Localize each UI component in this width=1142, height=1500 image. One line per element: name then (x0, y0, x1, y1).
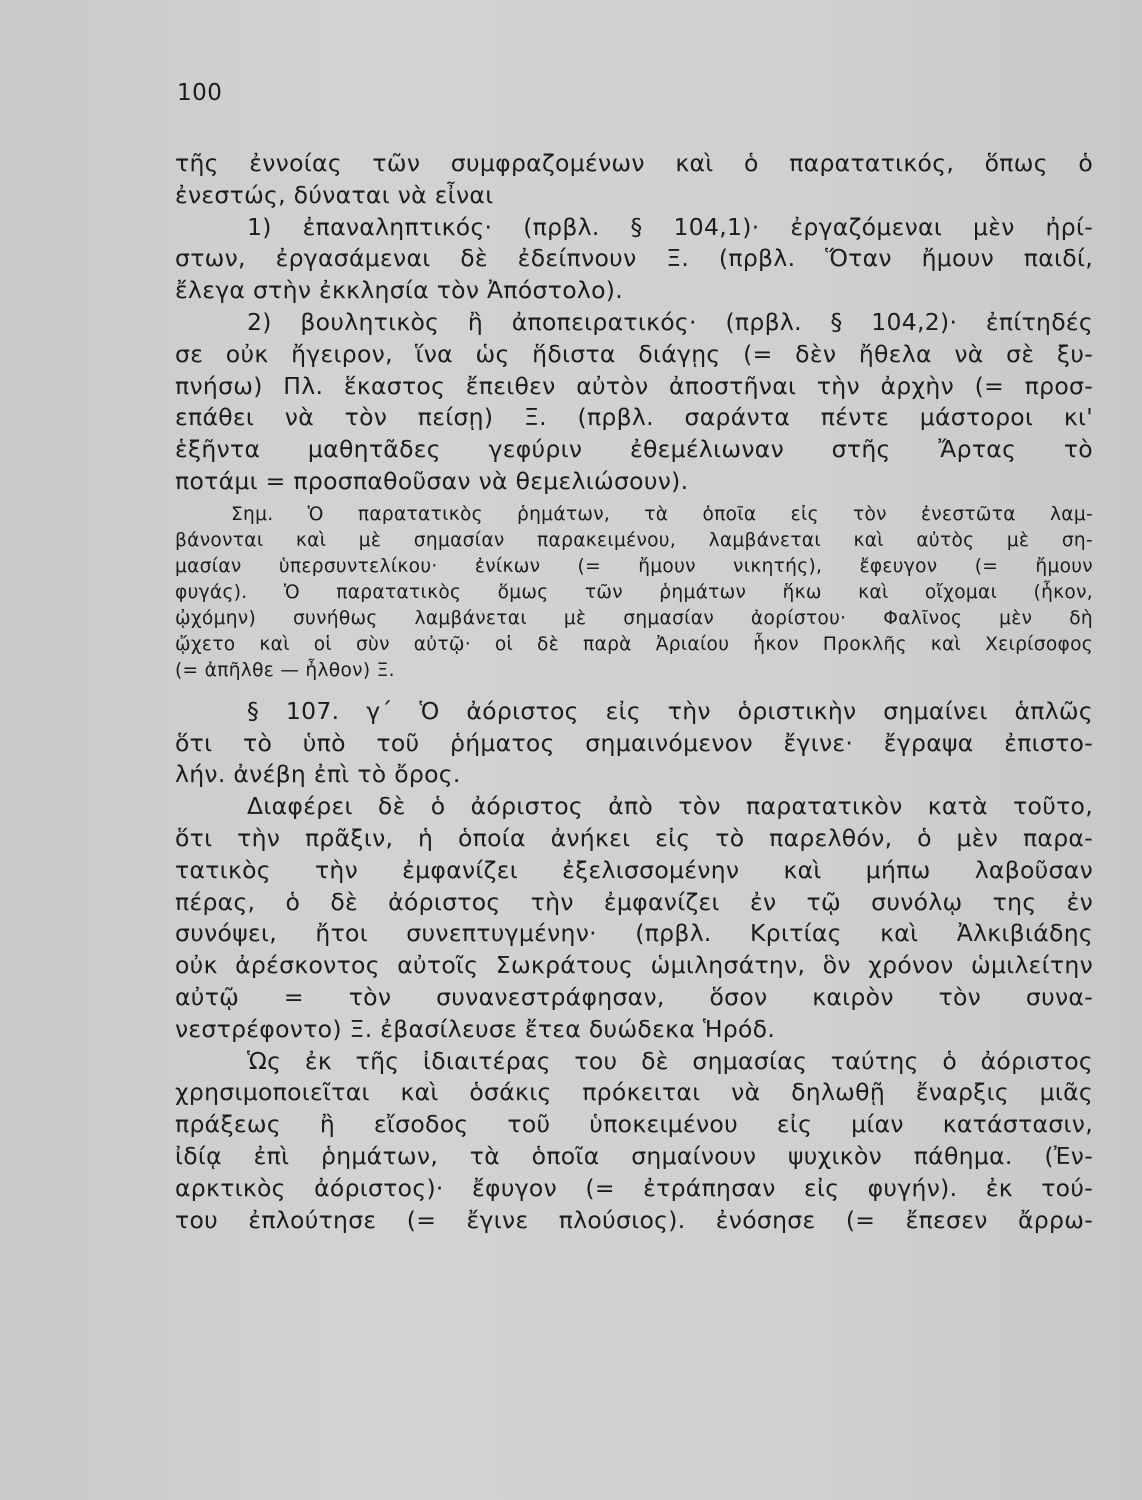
text-line: νεστρέφοντο) Ξ. ἐβασίλευσε ἔτεα δυώδεκα Ἡρόδ. (175, 1014, 776, 1043)
note-line: βάνονται καὶ μὲ σημασίαν παρακειμένου, λαμβάνεται καὶ αὐτὸς μὲ ση- (175, 529, 1093, 551)
page-number: 100 (177, 80, 223, 106)
paragraph-5 (175, 791, 1093, 1045)
text-line: τῆς ἐννοίας τῶν συμφραζομένων καὶ ὁ παρατατικός, ὅπως ὁ (175, 149, 1093, 177)
text-line: ποτάμι = προσπαθοῦσαν νὰ θεμελιώσουν). (175, 466, 689, 495)
text-line: λήν. ἀνέβη ἐπὶ τὸ ὄρος. (175, 760, 461, 789)
text-line: 1) ἐπαναληπτικός· (πρβλ. § 104,1)· ἐργαζόμεναι μὲν ἠρί- (247, 212, 1093, 241)
paragraph-3 (175, 307, 1093, 498)
text-line: ἑξῆντα μαθητᾶδες γεφύριν ἐθεμέλιωναν στῆς Ἄρτας τὸ (175, 435, 1093, 464)
note-line: (= ἀπῆλθε — ἦλθον) Ξ. (175, 659, 395, 681)
note-block (175, 502, 1093, 684)
text-line: Διαφέρει δὲ ὁ ἀόριστος ἀπὸ τὸν παρατατικὸν κατὰ τοῦτο, (247, 792, 1093, 821)
text-line: οὐκ ἀρέσκοντος αὐτοῖς Σωκράτους ὡμιλησάτην, ὃν χρόνον ὡμιλείτην (175, 951, 1093, 980)
text-line: αρκτικὸς ἀόριστος)· ἔφυγον (= ἐτράπησαν εἰς φυγήν). ἐκ τού- (175, 1173, 1093, 1202)
text-line: επάθει νὰ τὸν πείσῃ) Ξ. (πρβλ. σαράντα πέντε μάστοροι κι' (175, 403, 1093, 432)
text-line: τατικὸς τὴν ἐμφανίζει ἐξελισσομένην καὶ μήπω λαβοῦσαν (175, 855, 1093, 884)
text-line: πράξεως ἢ εἴσοδος τοῦ ὑποκειμένου εἰς μίαν κατάστασιν, (175, 1110, 1093, 1139)
text-line: σε οὐκ ἤγειρον, ἵνα ὡς ἥδιστα διάγῃς (= δὲν ἤθελα νὰ σὲ ξυ- (175, 339, 1093, 368)
paragraph-section-107 (175, 696, 1093, 791)
note-line: ᾠχόμην) συνήθως λαμβάνεται μὲ σημασίαν ἀορίστου· Φαλῖνος μὲν δὴ (175, 607, 1093, 629)
paragraph-6 (175, 1046, 1093, 1237)
text-line: Ὡς ἐκ τῆς ἰδιαιτέρας του δὲ σημασίας ταύτης ὁ ἀόριστος (247, 1046, 1093, 1075)
note-line: Σημ. Ὁ παρατατικὸς ῥημάτων, τὰ ὁποῖα εἰς τὸν ἐνεστῶτα λαμ- (231, 503, 1093, 525)
text-line: ὅτι τὸ ὑπὸ τοῦ ῥήματος σημαινόμενον ἔγινε· ἔγραψα ἐπιστο- (175, 728, 1093, 757)
page-body (175, 148, 1093, 1236)
text-line: στων, ἐργασάμεναι δὲ ἐδείπνουν Ξ. (πρβλ. Ὅταν ἤμουν παιδί, (175, 244, 1093, 273)
text-line: του ἐπλούτησε (= ἔγινε πλούσιος). ἐνόσησε (= ἔπεσεν ἄρρω- (175, 1205, 1093, 1234)
text-line: συνόψει, ἤτοι συνεπτυγμένην· (πρβλ. Κριτίας καὶ Ἀλκιβιάδης (175, 919, 1093, 948)
text-line: πέρας, ὁ δὲ ἀόριστος τὴν ἐμφανίζει ἐν τῷ συνόλῳ της ἐν (175, 887, 1093, 916)
text-line: ἔλεγα στὴν ἐκκλησία τὸν Ἀπόστολο). (175, 276, 623, 305)
note-line: ᾤχετο καὶ οἱ σὺν αὐτῷ· οἱ δὲ παρὰ Ἀριαίου ἧκον Προκλῆς καὶ Χειρίσοφος (175, 633, 1093, 655)
text-line: αὐτῷ = τὸν συνανεστράφησαν, ὅσον καιρὸν τὸν συνα- (175, 982, 1093, 1011)
paragraph-1 (175, 148, 1093, 212)
paragraph-2 (175, 212, 1093, 307)
text-line: χρησιμοποιεῖται καὶ ὁσάκις πρόκειται νὰ δηλωθῇ ἔναρξις μιᾶς (175, 1078, 1093, 1107)
note-line: φυγάς). Ὁ παρατατικὸς ὅμως τῶν ῥημάτων ἥκω καὶ οἴχομαι (ἧκον, (175, 581, 1093, 603)
text-line: ἰδίᾳ ἐπὶ ῥημάτων, τὰ ὁποῖα σημαίνουν ψυχικὸν πάθημα. (Ἐν- (175, 1141, 1093, 1170)
text-line: 2) βουλητικὸς ἢ ἀποπειρατικός· (πρβλ. § 104,2)· ἐπίτηδές (247, 307, 1093, 336)
text-line: ὅτι τὴν πρᾶξιν, ἡ ὁποία ἀνήκει εἰς τὸ παρελθόν, ὁ μὲν παρα- (175, 823, 1093, 852)
text-line: πνήσω) Πλ. ἕκαστος ἔπειθεν αὐτὸν ἀποστῆναι τὴν ἀρχὴν (= προσ- (175, 371, 1093, 400)
text-line: ἐνεστώς, δύναται νὰ εἶναι (175, 180, 494, 209)
note-line: μασίαν ὑπερσυντελίκου· ἐνίκων (= ἤμουν νικητής), ἔφευγον (= ἤμουν (175, 555, 1093, 577)
text-line: § 107. γ΄ Ὁ ἀόριστος εἰς τὴν ὁριστικὴν σημαίνει ἁπλῶς (247, 696, 1093, 725)
